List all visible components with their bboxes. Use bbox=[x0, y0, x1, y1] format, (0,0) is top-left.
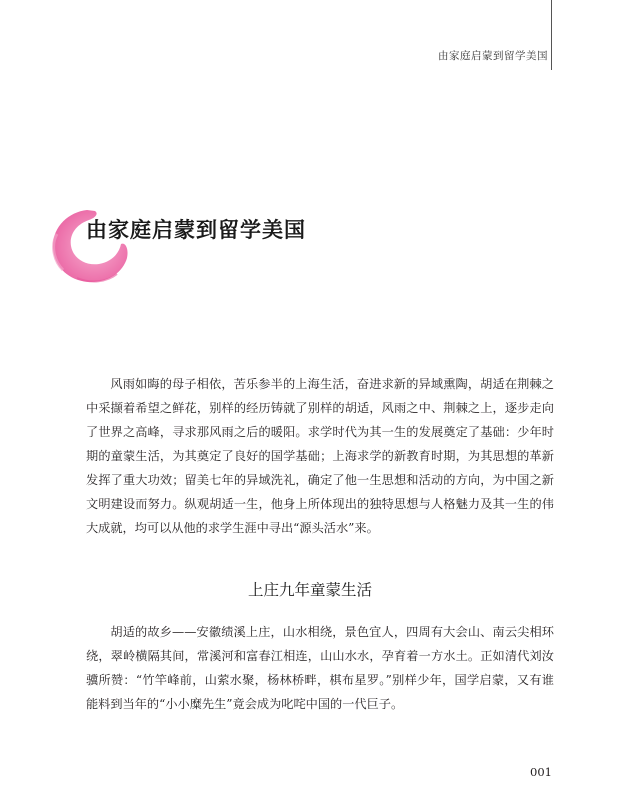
running-header: 由家庭启蒙到留学美国 bbox=[438, 50, 548, 62]
section-heading: 上庄九年童蒙生活 bbox=[247, 581, 372, 599]
chapter-title: 由家庭启蒙到留学美国 bbox=[86, 218, 306, 242]
header-vertical-rule bbox=[551, 0, 552, 70]
page-number: 001 bbox=[530, 765, 552, 779]
intro-paragraph: 风雨如晦的母子相依，苦乐参半的上海生活，奋进求新的异域熏陶，胡适在荆棘之中采撷着希望之鲜花，别样的经历铸就了别样的胡适，风雨之中、荆棘之上，逐步走向了世界之高峰，寻求那风雨之后的暖阳。求学时代为其一生的发展奠定了基础：少年时期的童蒙生活，为其奠定了良好的国学基础；上海求学的新教育时期，为其思想的革新发挥了重大功效；留美七年的异域洗礼，确定了他一生思想和活动的方向，为中国之新文明建设而努力。纵观胡适一生，他身上所体现出的独特思想与人格魅力及其一生的伟大成就，均可以从他的求学生涯中寻出“源头活水”来。 bbox=[86, 377, 554, 535]
section-paragraph: 胡适的故乡——安徽绩溪上庄，山水相绕，景色宜人，四周有大会山、南云尖相环绕，翠岭横隔其间，常溪河和富春江相连，山山水水，孕育着一方水土。正如清代刘汝骥所赞：“竹竿峰前，山萦水聚，杨林桥畔，棋布星罗。”别样少年，国学启蒙，又有谁能料到当年的“小小糜先生”竟会成为叱咤中国的一代巨子。 bbox=[86, 625, 554, 711]
